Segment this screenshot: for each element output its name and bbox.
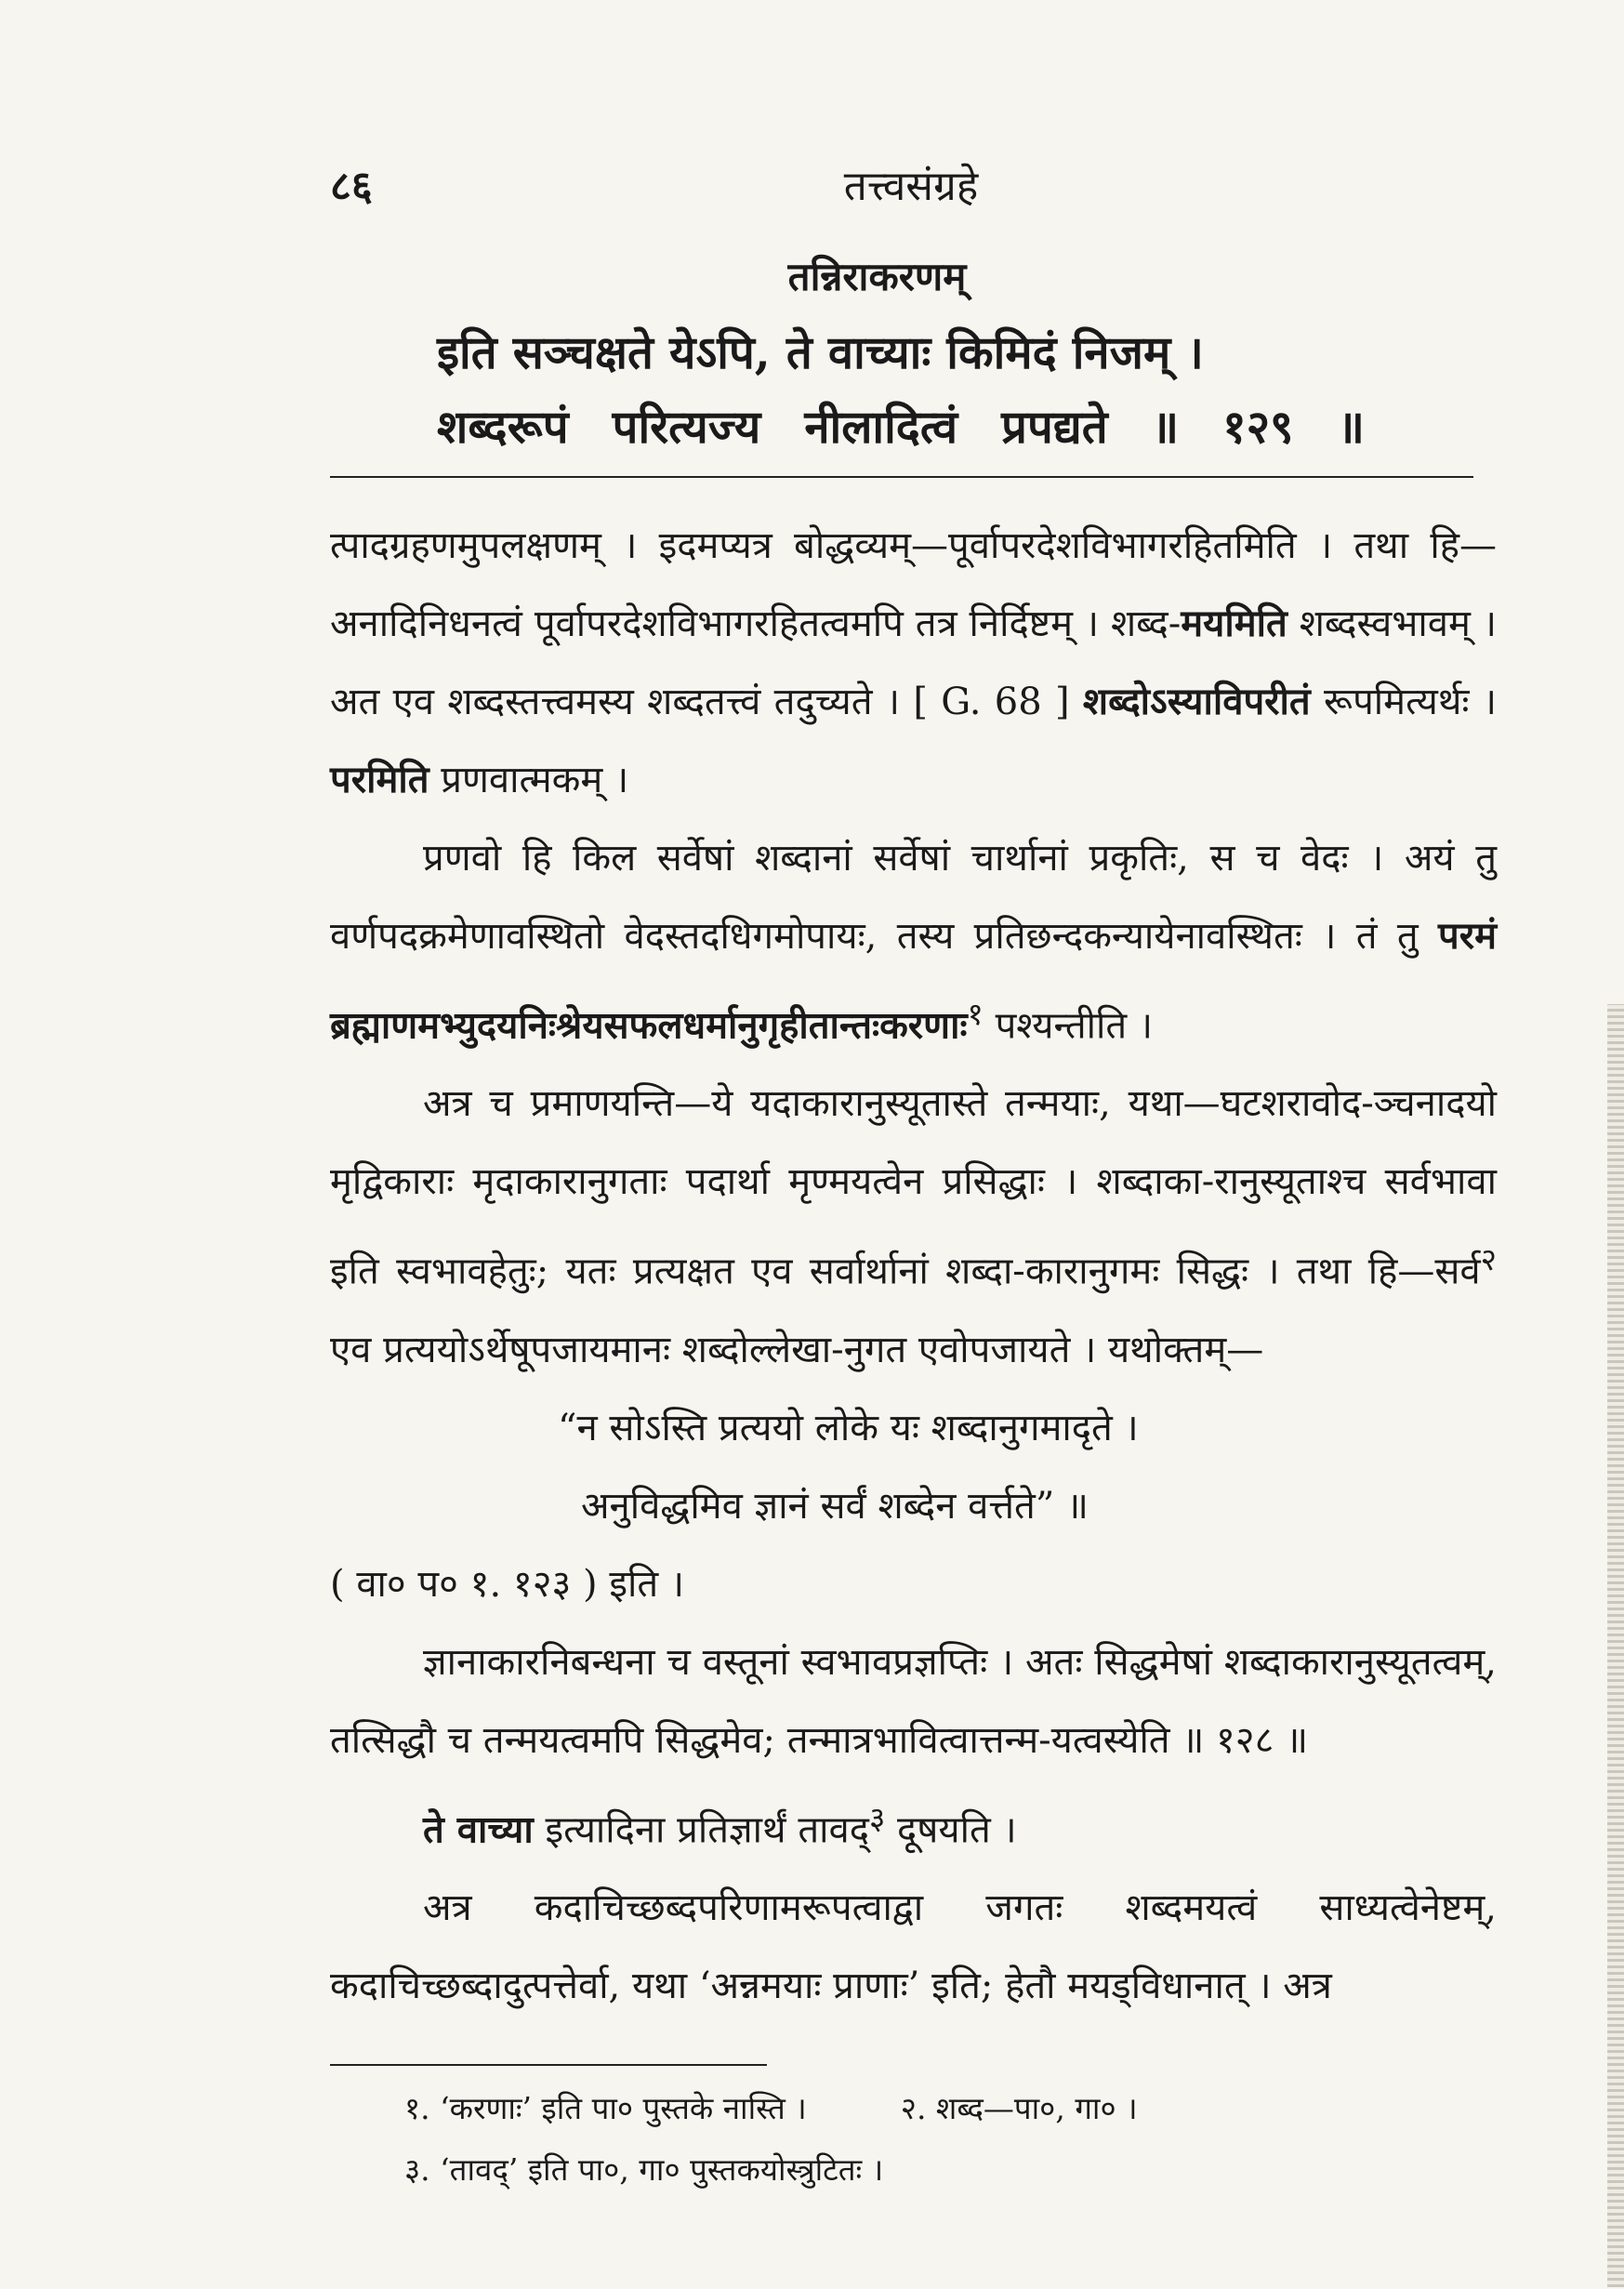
verse-divider [330, 476, 1473, 478]
page-header [330, 156, 1492, 212]
footnote-mark-2: २ [1480, 1241, 1497, 1278]
footnotes [404, 2078, 1138, 2201]
verse-line-1: इति सञ्चक्षते येऽपि, ते वाच्याः किमिदं निजम् । [437, 325, 1204, 379]
footnote-3: ३. ‘तावद्’ इति पा०, गा० पुस्तकयोस्त्रुटितः । [404, 2151, 884, 2188]
commentary-body [330, 507, 1497, 2025]
verse-line-2: शब्दरूपं परित्यज्य नीलादित्वं प्रपद्यते ॥ १२९ ॥ [437, 400, 1365, 454]
running-title: तत्त्वसंग्रहे [843, 163, 979, 210]
footnote-row [404, 2078, 1138, 2139]
footnote-divider [330, 2064, 767, 2066]
commentary-paragraph-1: त्पादग्रहणमुपलक्षणम् । इदमप्यत्र बोद्धव्यम्—पूर्वापरदेशविभागरहितमिति । तथा हि—अनादिनिधनत्वं पूर्वापरदेशविभागरहितत्वमपि तत्र निर्दिष्टम् । शब्द-मयमिति शब्दस्वभावम् । अत एव शब्दस्तत्त्वमस्य शब्दतत्त्वं तदुच्यते । [ G. 68 ] शब्दोऽस्याविपरीतं रूपमित्यर्थः । परमिति प्रणवात्मकम् । [330, 524, 1497, 801]
section-title: तन्निराकरणम् [787, 254, 967, 299]
commentary-paragraph-2: प्रणवो हि किल सर्वेषां शब्दानां सर्वेषां चार्थानां प्रकृतिः, स च वेदः । अयं तु वर्णपदक्रमेणावस्थितो वेदस्तदधिगमोपायः, तस्य प्रतिछन्दकन्यायेनावस्थितः । तं तु परमं ब्रह्माणमभ्युदयनिःश्रेयसफलधर्मानुगृहीतान्तःकरणाः$^१$ पश्यन्तीति । [330, 837, 1497, 1048]
quote-reference: ( वा० प० १. १२३ ) इति । [330, 1562, 685, 1606]
quote-line-1: “न सोऽस्ति प्रत्ययो लोके यः शब्दानुगमादृते । [558, 1406, 1139, 1449]
footnote-2: २. शब्द—पा०, गा० । [900, 2090, 1138, 2126]
footnote-mark-1: १ [967, 996, 984, 1032]
page-edge-shadow [1607, 1004, 1624, 2287]
commentary-paragraph-5: ते वाच्या इत्यादिना प्रतिज्ञार्थं तावद्$^३$ दूषयति । [423, 1799, 1017, 1851]
footnote-mark-3: ३ [868, 1799, 886, 1836]
quote-line-2: अनुविद्धमिव ज्ञानं सर्वं शब्देन वर्त्तते” ॥ [581, 1484, 1089, 1528]
commentary-paragraph-4: ज्ञानाकारनिबन्धना च वस्तूनां स्वभावप्रज्ञप्तिः । अतः सिद्धमेषां शब्दाकारानुस्यूतत्वम्, तत्सिद्धौ च तन्मयत्वमपि सिद्धमेव; तन्मात्रभावित्वात्तन्म-यत्वस्येति ॥ १२८ ॥ [330, 1640, 1497, 1762]
footnote-1: १. ‘करणाः’ इति पा० पुस्तके नास्ति । [404, 2090, 807, 2126]
page-number: ८६ [330, 163, 373, 210]
commentary-paragraph-6: अत्र कदाचिच्छब्दपरिणामरूपत्वाद्वा जगतः शब्दमयत्वं साध्यत्वेनेष्टम्, कदाचिच्छब्दादुत्पत्तेर्वा, यथा ‘अन्नमयाः प्राणाः’ इति; हेतौ मयड्विधानात् । अत्र [330, 1885, 1497, 2007]
commentary-paragraph-3: अत्र च प्रमाणयन्ति—ये यदाकारानुस्यूतास्ते तन्मयाः, यथा—घटशरावोद-ञ्चनादयो मृद्विकाराः मृदाकारानुगताः पदार्था मृण्मयत्वेन प्रसिद्धाः । शब्दाका-रानुस्यूताश्च सर्वभावा इति स्वभावहेतुः; यतः प्रत्यक्षत एव सर्वार्थानां शब्दा-कारानुगमः सिद्धः । तथा हि—सर्व$^२$ एव प्रत्ययोऽर्थेषूपजायमानः शब्दोल्लेखा-नुगत एवोपजायते । यथोक्तम्— [330, 1082, 1497, 1371]
